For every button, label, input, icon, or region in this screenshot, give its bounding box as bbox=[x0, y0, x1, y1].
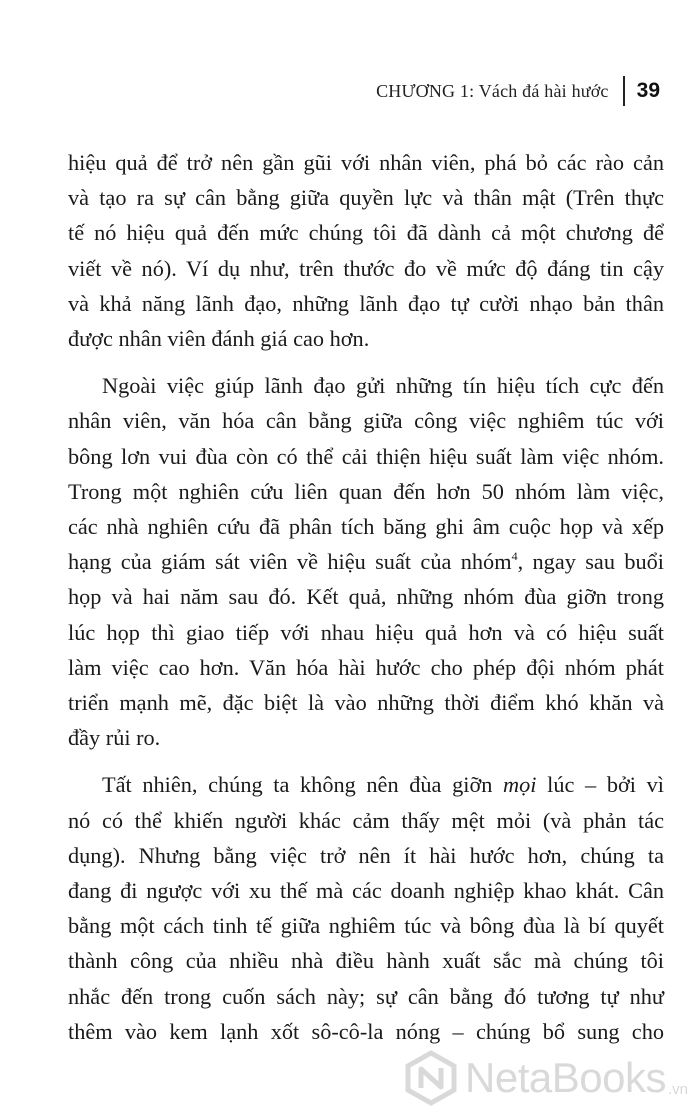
text-line: họp và hai năm sau đó. Kết quả, những nhóm đùa giỡn trong bbox=[68, 584, 664, 610]
text-line: viết về nó). Ví dụ như, trên thước đo về mức độ đáng tin cậy bbox=[68, 255, 664, 281]
watermark-suffix: .vn bbox=[667, 1081, 688, 1098]
footnote-marker[interactable]: 4 bbox=[511, 549, 518, 564]
text-segment: , ngay sau buổi bbox=[517, 549, 664, 575]
text-line: được nhân viên đánh giá cao hơn. bbox=[68, 326, 370, 352]
running-header bbox=[376, 76, 660, 106]
text-line: và khả năng lãnh đạo, những lãnh đạo tự cười nhạo bản thân bbox=[68, 290, 664, 316]
text-line: và tạo ra sự cân bằng giữa quyền lực và thân mật (Trên thực bbox=[68, 185, 664, 211]
text-line: thêm vào kem lạnh xốt sô-cô-la nóng – chúng bổ sung cho bbox=[68, 1018, 664, 1044]
watermark-brand: NetaBooks bbox=[465, 1054, 666, 1101]
text-segment: lúc – bởi vì bbox=[536, 772, 664, 798]
text-line: làm việc cao hơn. Văn hóa hài hước cho phép đội nhóm phát bbox=[68, 654, 664, 680]
netabooks-logo-icon bbox=[403, 1050, 459, 1106]
text-line: Ngoài việc giúp lãnh đạo gửi những tín hiệu tích cực đến bbox=[102, 373, 664, 399]
text-line: thành công của nhiều nhà điều hành xuất sắc mà chúng tôi bbox=[68, 948, 664, 974]
page-number: 39 bbox=[636, 79, 660, 102]
page-body bbox=[68, 145, 664, 1061]
italic-emphasis: mọi bbox=[503, 772, 537, 798]
chapter-title: CHƯƠNG 1: Vách đá hài hước bbox=[376, 80, 609, 101]
text-line: đầy rủi ro. bbox=[68, 725, 161, 751]
text-line: nó có thể khiến người khác cảm thấy mệt mỏi (và phản tác bbox=[68, 807, 664, 833]
text-line: bông lơn vui đùa còn có thể cải thiện hiệu suất làm việc nhóm. bbox=[68, 443, 664, 469]
text-line: nhân viên, văn hóa cân bằng giữa công việc nghiêm túc với bbox=[68, 408, 664, 434]
watermark bbox=[403, 1050, 688, 1106]
text-line: hiệu quả để trở nên gần gũi với nhân viên, phá bỏ các rào cản bbox=[68, 150, 664, 175]
text-line-with-italic bbox=[68, 767, 664, 802]
header-divider bbox=[623, 76, 625, 106]
paragraph-1 bbox=[68, 145, 664, 356]
text-line: triển mạnh mẽ, đặc biệt là vào những thời điểm khó khăn và bbox=[68, 690, 664, 716]
paragraph-3 bbox=[68, 767, 664, 1049]
text-line: dụng). Nhưng bằng việc trở nên ít hài hước hơn, chúng ta bbox=[68, 842, 664, 868]
text-line: các nhà nghiên cứu đã phân tích băng ghi âm cuộc họp và xếp bbox=[68, 514, 664, 540]
text-line: lúc họp thì giao tiếp với nhau hiệu quả hơn và có hiệu suất bbox=[68, 619, 664, 645]
text-segment: Tất nhiên, chúng ta không nên đùa giỡn bbox=[102, 772, 504, 798]
text-segment: hạng của giám sát viên về hiệu suất của nhóm bbox=[68, 549, 512, 575]
text-line: đang đi ngược với xu thế mà các doanh nghiệp khao khát. Cân bbox=[68, 878, 664, 904]
text-line: tế nó hiệu quả đến mức chúng tôi đã dành cả một chương để bbox=[68, 220, 664, 246]
text-line: Trong một nghiên cứu liên quan đến hơn 50 nhóm làm việc, bbox=[68, 478, 664, 504]
paragraph-2 bbox=[68, 368, 664, 755]
text-line: nhắc đến trong cuốn sách này; sự cân bằng đó tương tự như bbox=[68, 983, 664, 1009]
text-line: bằng một cách tinh tế giữa nghiêm túc và bông đùa là bí quyết bbox=[68, 913, 664, 939]
text-line-with-footnote bbox=[68, 544, 664, 579]
